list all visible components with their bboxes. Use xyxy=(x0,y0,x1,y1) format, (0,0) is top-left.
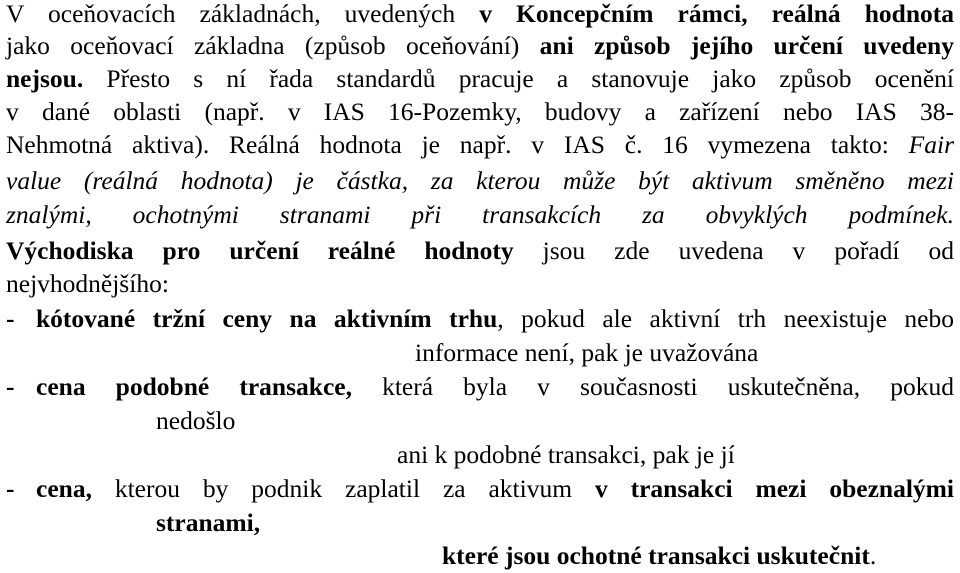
paragraph-line-8 xyxy=(6,234,954,268)
paragraph-line-1 xyxy=(6,0,954,31)
text: Nehmotná aktiva). Reálná hodnota je např. v IAS č. 16 vymezena takto: xyxy=(6,130,909,159)
text: v dané oblasti (např. v IAS 16-Pozemky, budovy a zařízení nebo IAS 38- xyxy=(6,97,954,126)
list-item-2-line-3: ani k podobné transakci, pak je jí xyxy=(397,440,735,469)
bold-text: nejsou. xyxy=(6,64,84,93)
text: . xyxy=(869,541,877,570)
text: kterou by podnik zaplatil za aktivum xyxy=(91,474,595,503)
list-item-3-line-3 xyxy=(442,539,876,573)
paragraph-line-4 xyxy=(6,95,954,129)
bold-text: ani způsob jejího určení uvedeny xyxy=(539,31,954,60)
list-item-3-line-2: stranami, xyxy=(156,508,261,537)
text: jsou zde uvedena v pořadí od xyxy=(513,236,954,265)
text: , pokud ale aktivní trh neexistuje nebo xyxy=(497,304,954,333)
bold-text: v transakci mezi obeznalými xyxy=(594,474,955,503)
paragraph-line-5 xyxy=(6,128,954,162)
list-item-3-line-1 xyxy=(36,472,954,506)
italic-text: Fair xyxy=(908,130,954,159)
bold-text: cena, xyxy=(36,474,92,503)
text: která byla v současnosti uskutečněna, pokud xyxy=(351,372,954,401)
list-item-1-line-2: informace není, pak je uvažována xyxy=(415,338,759,367)
paragraph-line-3 xyxy=(6,62,954,96)
list-item-1-line-1 xyxy=(36,302,954,336)
text: nejvhodnějšího: xyxy=(6,269,169,298)
list-item-2-line-1 xyxy=(36,370,954,404)
italic-text: value (reálná hodnota) je částka, za kterou může být aktivum směněno mezi xyxy=(6,166,954,195)
text: jako oceňovací základna (způsob oceňování) xyxy=(6,31,540,60)
paragraph-line-2 xyxy=(6,29,954,63)
bold-text: které jsou ochotné transakci uskutečnit xyxy=(442,541,870,570)
list-dash-3: - xyxy=(6,474,15,503)
paragraph-line-7 xyxy=(6,198,954,232)
list-dash-1: - xyxy=(6,304,15,333)
paragraph-line-6 xyxy=(6,164,954,198)
text: V oceňovacích základnách, uvedených xyxy=(6,0,480,28)
bold-text: kótované tržní ceny na aktivním trhu xyxy=(36,304,498,333)
paragraph-line-9 xyxy=(6,267,954,301)
italic-text: znalými, ochotnými stranami při transakcích za obvyklých podmínek. xyxy=(6,200,954,229)
bold-text: v Koncepčním rámci, reálná hodnota xyxy=(479,0,954,28)
text: Přesto s ní řada standardů pracuje a stanovuje jako způsob ocenění xyxy=(83,64,954,93)
bold-text: cena podobné transakce, xyxy=(36,372,352,401)
list-dash-2: - xyxy=(6,372,15,401)
list-item-2-line-2: nedošlo xyxy=(156,406,236,435)
bold-text: Východiska pro určení reálné hodnoty xyxy=(6,236,514,265)
